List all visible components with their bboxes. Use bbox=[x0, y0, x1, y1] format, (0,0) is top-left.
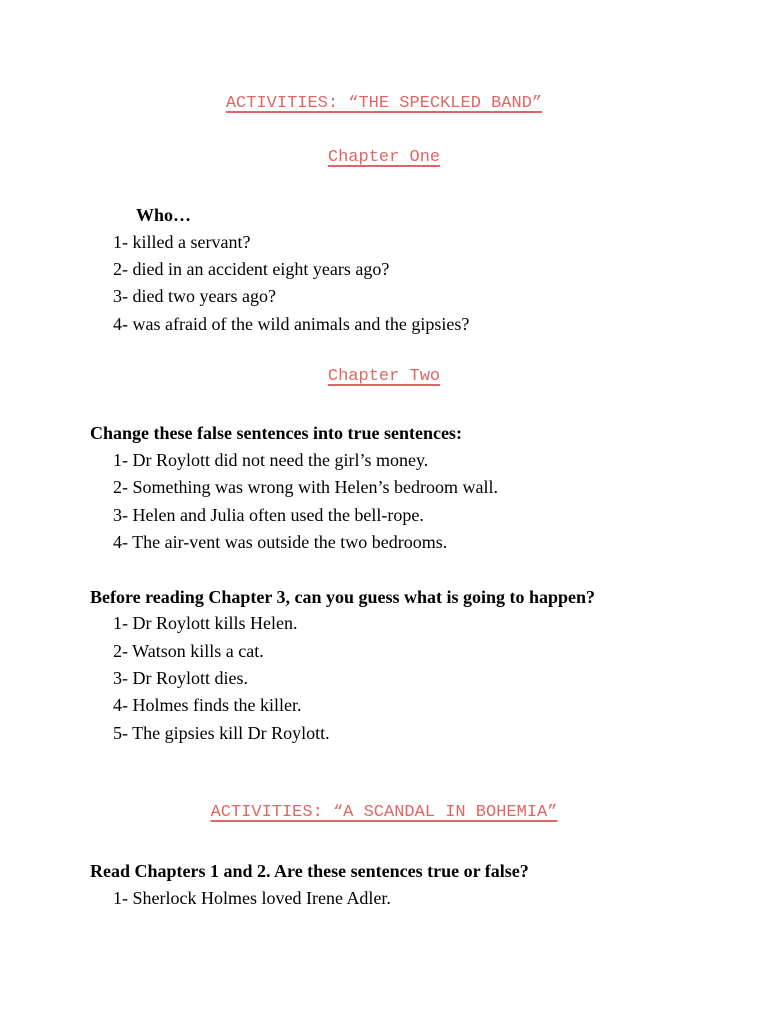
chapter-one-heading: Chapter One bbox=[327, 148, 441, 167]
scandal-prompt: Read Chapters 1 and 2. Are these sentences true or false? bbox=[90, 861, 529, 881]
speckled-band-title: ACTIVITIES: “THE SPECKLED BAND” bbox=[225, 94, 543, 113]
list-item: 3- Dr Roylott dies. bbox=[113, 668, 248, 688]
chapter-two-prompt: Change these false sentences into true sentences: bbox=[90, 423, 462, 443]
list-item: 4- Holmes finds the killer. bbox=[113, 695, 302, 715]
list-item: 4- The air-vent was outside the two bedrooms. bbox=[113, 532, 448, 552]
list-item: 3- died two years ago? bbox=[113, 286, 276, 306]
list-item: 1- Dr Roylott kills Helen. bbox=[113, 613, 298, 633]
list-item: 2- died in an accident eight years ago? bbox=[113, 259, 390, 279]
chapter-two-heading: Chapter Two bbox=[327, 367, 441, 386]
list-item: 3- Helen and Julia often used the bell-rope. bbox=[113, 505, 424, 525]
chapter-one-prompt: Who… bbox=[136, 205, 192, 225]
list-item: 2- Watson kills a cat. bbox=[113, 641, 264, 661]
list-item: 5- The gipsies kill Dr Roylott. bbox=[113, 723, 330, 743]
list-item: 2- Something was wrong with Helen’s bedroom wall. bbox=[113, 477, 498, 497]
list-item: 1- killed a servant? bbox=[113, 232, 251, 252]
list-item: 1- Dr Roylott did not need the girl’s money. bbox=[113, 450, 429, 470]
list-item: 4- was afraid of the wild animals and the gipsies? bbox=[113, 314, 470, 334]
list-item: 1- Sherlock Holmes loved Irene Adler. bbox=[113, 888, 391, 908]
guess-prompt: Before reading Chapter 3, can you guess what is going to happen? bbox=[90, 587, 596, 607]
scandal-bohemia-title: ACTIVITIES: “A SCANDAL IN BOHEMIA” bbox=[210, 803, 558, 822]
